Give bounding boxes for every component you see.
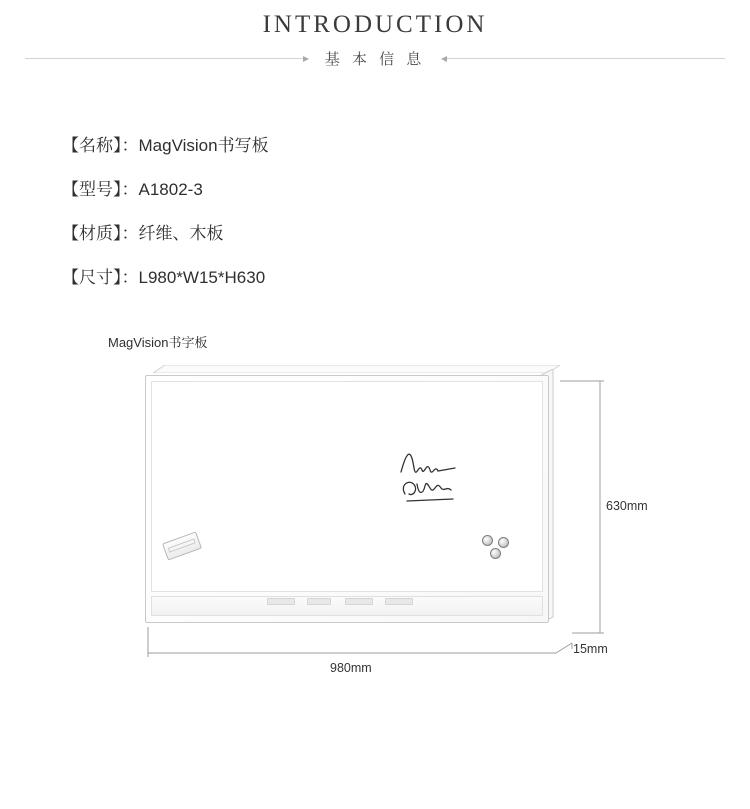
spec-row xyxy=(62,168,750,212)
spec-value: MagVision书写板 xyxy=(138,136,269,155)
spec-row xyxy=(62,212,750,256)
product-caption: MagVision书字板 xyxy=(108,335,208,350)
dimension-guides xyxy=(0,365,750,705)
spec-key: 【尺寸】： xyxy=(62,268,139,287)
spec-value: L980*W15*H630 xyxy=(138,268,266,287)
spec-row xyxy=(62,256,750,300)
page-header xyxy=(0,0,750,69)
spec-value: A1802-3 xyxy=(138,180,203,199)
spec-row xyxy=(62,124,750,168)
spec-key: 【材质】： xyxy=(62,224,139,243)
spec-key: 【名称】： xyxy=(62,136,139,155)
spec-key: 【型号】： xyxy=(62,180,139,199)
arrow-left-icon xyxy=(303,56,309,62)
divider-line-left xyxy=(25,58,303,59)
spec-value: 纤维、木板 xyxy=(138,224,224,243)
spec-list xyxy=(62,124,750,300)
dimension-depth-label: 15mm xyxy=(573,642,608,656)
dimension-height-label: 630mm xyxy=(606,499,648,513)
page-subtitle: 基 本 信 息 xyxy=(324,51,426,68)
header-divider xyxy=(0,48,750,69)
divider-line-right xyxy=(447,58,725,59)
product-diagram xyxy=(0,365,750,705)
dimension-width-label: 980mm xyxy=(330,661,372,675)
page-title: INTRODUCTION xyxy=(262,11,488,38)
